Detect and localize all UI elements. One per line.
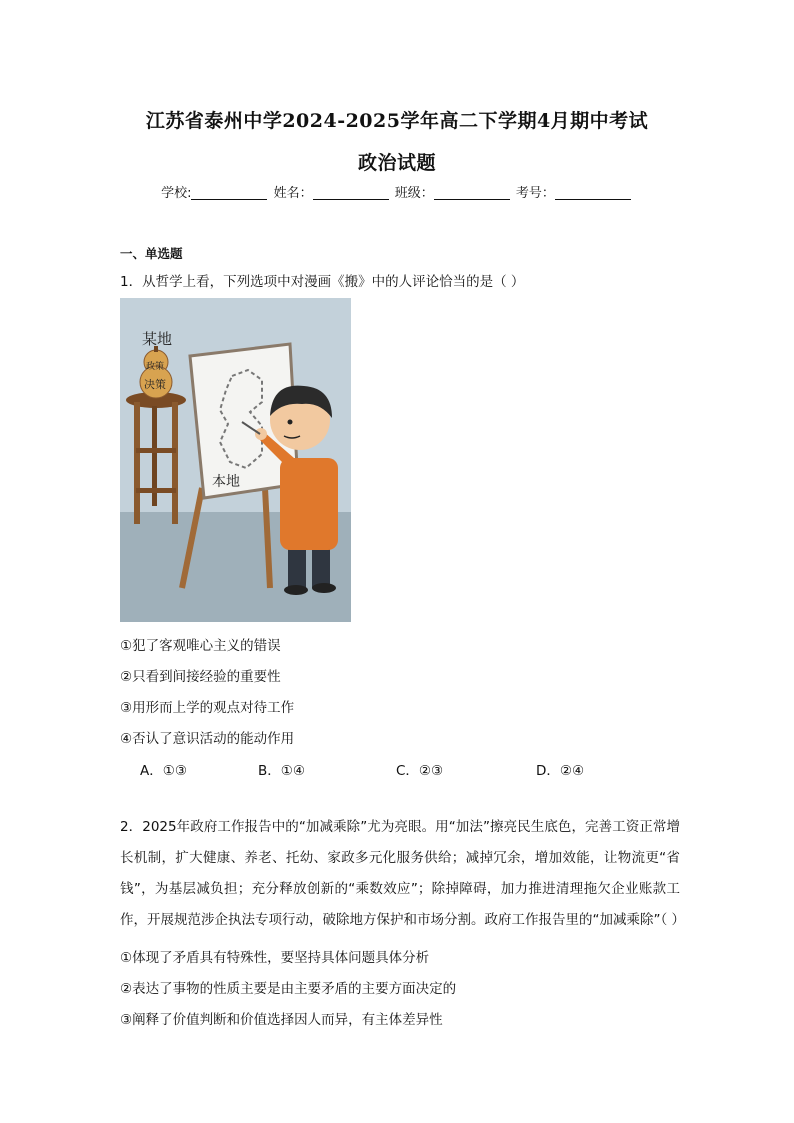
name-field[interactable] [313,185,389,200]
section-heading: 一、单选题 [120,246,183,261]
label-top: 某地 [142,330,173,348]
label-canvas: 本地 [212,474,240,490]
class-label: 班级： [394,186,434,201]
q2-statement-2: ②表达了事物的性质主要是由主要矛盾的主要方面决定的 [120,981,457,997]
q1-stem: 1．从哲学上看，下列选项中对漫画《搬》中的人评论恰当的是（ ） [120,274,525,290]
q1-statement-1: ①犯了客观唯心主义的错误 [120,638,281,654]
class-field[interactable] [434,185,510,200]
name-label: 姓名： [273,186,313,201]
stool [126,392,186,524]
q2-statement-3: ③阐释了价值判断和价值选择因人而异，有主体差异性 [120,1012,443,1028]
q2-stem: 2．2025年政府工作报告中的“加减乘除”尤为亮眼。用“加法”擦亮民生底色，完善工资正常增长机制，扩大健康、养老、托幼、家政多元化服务供给；减掉冗余，增加效能，让物流更“省钱”，为基层减负担；充分释放创新的“乘数效应”；除掉障碍，加力推进清理拖欠企业账款工作，开展规范涉企执法专项行动，破除地方保护和市场分割。政府工作报告里的“加减乘除”（ ） [120,819,686,928]
q1-statement-4: ④否认了意识活动的能动作用 [120,731,295,747]
student-info-row [0,182,794,201]
option-b[interactable]: B．①④ [258,763,305,779]
label-gourd-bottom: 决策 [144,378,166,391]
school-label: 学校: [161,186,192,201]
option-d[interactable]: D．②④ [536,763,585,779]
cartoon-image [120,298,351,622]
exam-number-label: 考号： [515,186,555,201]
option-c[interactable]: C．②③ [396,763,444,779]
q1-statement-3: ③用形而上学的观点对待工作 [120,700,295,716]
q2-statement-1: ①体现了矛盾具有特殊性，要坚持具体问题具体分析 [120,950,430,966]
q1-statement-2: ②只看到间接经验的重要性 [120,669,281,685]
label-gourd-top: 政策 [146,362,165,372]
school-field[interactable] [191,185,267,200]
option-a[interactable]: A．①③ [140,763,187,779]
exam-number-field[interactable] [555,185,631,200]
exam-title: 江苏省泰州中学2024-2025学年高二下学期4月期中考试 [145,110,649,132]
exam-subtitle: 政治试题 [357,152,436,174]
